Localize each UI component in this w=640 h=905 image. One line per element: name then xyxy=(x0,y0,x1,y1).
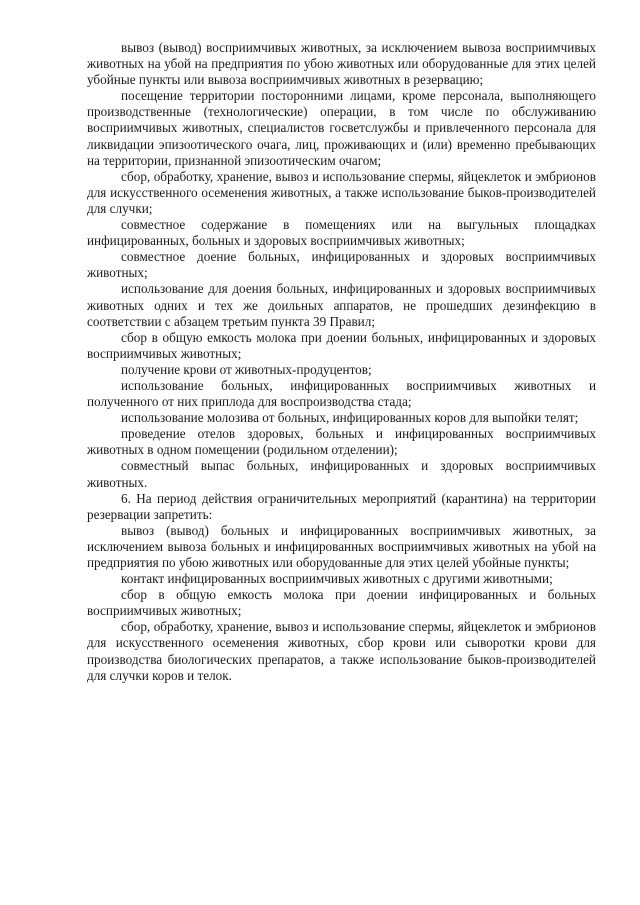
paragraph-visitor-restriction: посещение территории посторонними лицами, кроме персонала, выполняющего производственные (технологические) операции, в том числе по обслуживанию восприимчивых животных, специалистов госветслужбы и привлеченного персонала для ликвидации эпизоотического очага, лиц, проживающих и (или) временно пребывающих на территории, признанной эпизоотическим очагом; xyxy=(87,88,596,168)
paragraph-reservation-export: вывоз (вывод) больных и инфицированных восприимчивых животных, за исключением вывоза больных и инфицированных восприимчивых животных на убой на предприятия по убою животных или оборудованные для этих целей убойные пункты; xyxy=(87,522,596,570)
paragraph-joint-housing: совместное содержание в помещениях или на выгульных площадках инфицированных, больных и здоровых восприимчивых животных; xyxy=(87,217,596,249)
paragraph-milk-collection: сбор в общую емкость молока при доении больных, инфицированных и здоровых восприимчивых животных; xyxy=(87,329,596,361)
paragraph-reservation-milk-collection: сбор в общую емкость молока при доении инфицированных и больных восприимчивых животных; xyxy=(87,587,596,619)
paragraph-export-restriction: вывоз (вывод) восприимчивых животных, за исключением вывоза восприимчивых животных на убой на предприятия по убою животных или оборудованные для этих целей убойные пункты или вывоза восприимчивых животных в резервацию; xyxy=(87,40,596,88)
paragraph-section-6-heading: 6. На период действия ограничительных мероприятий (карантина) на территории резервации запретить: xyxy=(87,490,596,522)
paragraph-milking-equipment: использование для доения больных, инфицированных и здоровых восприимчивых животных одних и тех же доильных аппаратов, не прошедших дезинфекцию в соответствии с абзацем третьим пункта 39 Правил; xyxy=(87,281,596,329)
paragraph-reservation-sperm-collection: сбор, обработку, хранение, вывоз и использование спермы, яйцеклеток и эмбрионов для искусственного осеменения животных, сбор крови или сыворотки крови для производства биологических препаратов, а также использование быков-производителей для случки коров и телок. xyxy=(87,619,596,683)
paragraph-calving: проведение отелов здоровых, больных и инфицированных восприимчивых животных в одном помещении (родильном отделении); xyxy=(87,426,596,458)
paragraph-blood-collection: получение крови от животных-продуцентов; xyxy=(121,361,372,377)
paragraph-colostrum-use: использование молозива от больных, инфицированных коров для выпойки телят; xyxy=(121,410,579,426)
paragraph-joint-grazing: совместный выпас больных, инфицированных и здоровых восприимчивых животных. xyxy=(87,458,596,490)
paragraph-breeding-use: использование больных, инфицированных восприимчивых животных и полученного от них приплода для воспроизводства стада; xyxy=(87,377,596,410)
paragraph-animal-contact: контакт инфицированных восприимчивых животных с другими животными; xyxy=(121,571,553,587)
document-body xyxy=(87,40,596,684)
paragraph-joint-milking: совместное доение больных, инфицированных и здоровых восприимчивых животных; xyxy=(87,249,596,281)
paragraph-sperm-collection: сбор, обработку, хранение, вывоз и использование спермы, яйцеклеток и эмбрионов для искусственного осеменения животных, а также использование быков-производителей для случки; xyxy=(87,168,596,216)
